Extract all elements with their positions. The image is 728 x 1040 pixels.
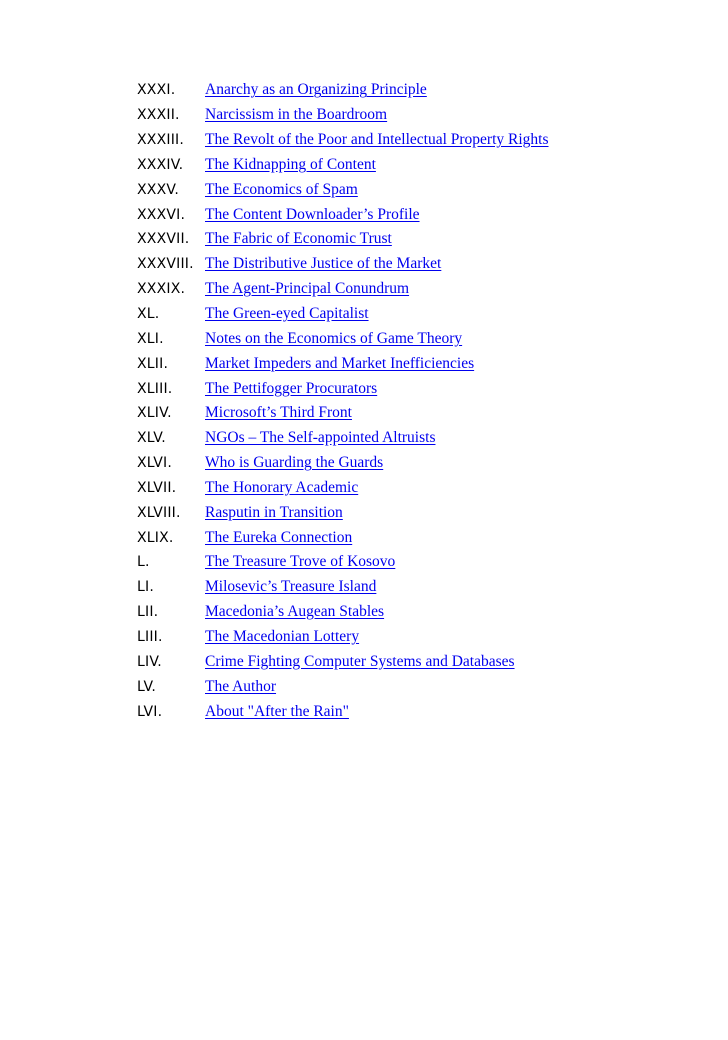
- toc-entry: [137, 128, 549, 153]
- toc-entry-link[interactable]: The Treasure Trove of Kosovo: [205, 553, 396, 571]
- toc-entry: [137, 376, 549, 401]
- toc-entry-link[interactable]: Milosevic’s Treasure Island: [205, 578, 377, 596]
- toc-entry-link[interactable]: Rasputin in Transition: [205, 503, 343, 521]
- toc-entry-link[interactable]: The Content Downloader’s Profile: [205, 205, 420, 223]
- toc-entry-number: XLIX.: [137, 529, 174, 546]
- toc-entry: [137, 351, 549, 376]
- toc-entry-number: LI.: [137, 579, 154, 596]
- toc-entry-link[interactable]: Notes on the Economics of Game Theory: [205, 329, 463, 347]
- toc-entry-link[interactable]: The Macedonian Lottery: [205, 627, 360, 645]
- toc-entry: [137, 525, 549, 550]
- toc-entry-number: XXXII.: [137, 107, 180, 124]
- toc-entry-number: XXXV.: [137, 181, 179, 198]
- toc-entry: [137, 103, 549, 128]
- toc-entry-number: XLVI.: [137, 455, 173, 472]
- toc-entry-number: XLIV.: [137, 405, 172, 422]
- toc-entry: [137, 550, 549, 575]
- toc-entry: [137, 277, 549, 302]
- toc-entry-link[interactable]: The Pettifogger Procurators: [205, 379, 378, 397]
- toc-entry-number: LVI.: [137, 703, 163, 720]
- toc-entry-number: XLV.: [137, 430, 166, 447]
- toc-entry: [137, 78, 549, 103]
- toc-entry-link[interactable]: The Kidnapping of Content: [205, 155, 376, 173]
- toc-entry: [137, 500, 549, 525]
- toc-entry-number: XLVIII.: [137, 504, 181, 521]
- toc-entry-link[interactable]: NGOs – The Self-appointed Altruists: [205, 429, 436, 447]
- toc-entry: [137, 625, 549, 650]
- toc-entry-link[interactable]: Crime Fighting Computer Systems and Databases: [205, 652, 515, 670]
- toc-entry-link[interactable]: The Agent-Principal Conundrum: [205, 280, 410, 298]
- toc-entry-link[interactable]: The Honorary Academic: [205, 478, 359, 496]
- toc-entry: [137, 699, 549, 724]
- toc-entry-number: XXXIV.: [137, 156, 184, 173]
- toc-entry: [137, 476, 549, 501]
- toc-entry: [137, 600, 549, 625]
- toc-entry-number: LV.: [137, 678, 157, 695]
- toc-entry: [137, 426, 549, 451]
- toc-entry-number: XLI.: [137, 330, 164, 347]
- toc-entry-link[interactable]: The Fabric of Economic Trust: [205, 230, 392, 248]
- table-of-contents: [137, 78, 549, 724]
- toc-entry-number: XXXVII.: [137, 231, 190, 248]
- toc-entry-link[interactable]: Narcissism in the Boardroom: [205, 106, 388, 124]
- toc-entry-number: L.: [137, 554, 150, 571]
- toc-entry-number: XXXVI.: [137, 206, 186, 223]
- toc-entry: [137, 202, 549, 227]
- toc-entry-link[interactable]: Market Impeders and Market Inefficiencies: [205, 354, 475, 372]
- toc-entry-number: XLVII.: [137, 479, 177, 496]
- toc-entry-number: XXXIII.: [137, 132, 185, 149]
- toc-entry-link[interactable]: The Distributive Justice of the Market: [205, 255, 442, 273]
- toc-entry-link[interactable]: Who is Guarding the Guards: [205, 454, 384, 472]
- toc-entry: [137, 674, 549, 699]
- toc-entry-link[interactable]: Macedonia’s Augean Stables: [205, 603, 385, 621]
- toc-entry-number: XLIII.: [137, 380, 173, 397]
- toc-entry-link[interactable]: About "After the Rain": [205, 702, 349, 720]
- toc-entry: [137, 177, 549, 202]
- toc-entry-link[interactable]: The Revolt of the Poor and Intellectual Property Rights: [205, 131, 549, 149]
- toc-entry: [137, 451, 549, 476]
- toc-entry-number: LII.: [137, 604, 159, 621]
- toc-entry: [137, 649, 549, 674]
- toc-entry-number: LIII.: [137, 628, 163, 645]
- toc-entry-link[interactable]: Microsoft’s Third Front: [205, 404, 352, 422]
- toc-entry: [137, 326, 549, 351]
- toc-entry: [137, 252, 549, 277]
- toc-entry-number: XXXVIII.: [137, 256, 194, 273]
- toc-entry-number: XL.: [137, 306, 160, 323]
- toc-entry: [137, 227, 549, 252]
- toc-entry: [137, 575, 549, 600]
- toc-entry-link[interactable]: The Green-eyed Capitalist: [205, 305, 369, 323]
- toc-entry-link[interactable]: The Author: [205, 677, 277, 695]
- toc-entry: [137, 153, 549, 178]
- toc-entry-number: XXXIX.: [137, 281, 186, 298]
- toc-entry-link[interactable]: The Eureka Connection: [205, 528, 353, 546]
- toc-entry-number: XXXI.: [137, 82, 176, 99]
- toc-entry: [137, 401, 549, 426]
- toc-entry-number: XLII.: [137, 355, 169, 372]
- toc-entry-link[interactable]: Anarchy as an Organizing Principle: [205, 81, 427, 99]
- toc-entry: [137, 302, 549, 327]
- toc-entry-link[interactable]: The Economics of Spam: [205, 180, 358, 198]
- toc-entry-number: LIV.: [137, 653, 162, 670]
